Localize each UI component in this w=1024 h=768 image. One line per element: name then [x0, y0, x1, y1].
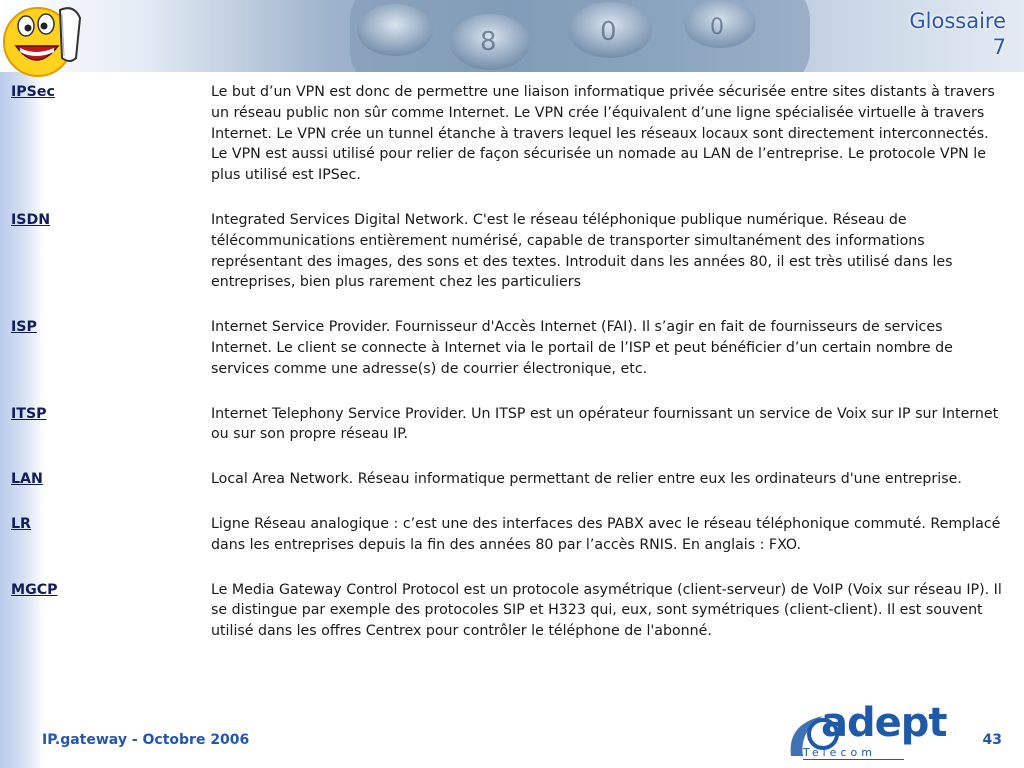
svg-text:0: 0 — [600, 17, 617, 47]
company-logo — [785, 700, 947, 764]
title-line-1: Glossaire — [909, 9, 1006, 33]
header-banner — [0, 0, 1024, 72]
page-number: 43 — [982, 732, 1002, 748]
slide-title — [909, 8, 1006, 60]
title-line-2: 7 — [992, 35, 1006, 59]
glossary-definition: Local Area Network. Réseau informatique permettant de relier entre eux les ordinateurs d'une entreprise. — [211, 471, 962, 488]
glossary-term[interactable]: MGCP — [11, 581, 58, 598]
footer-caption: IP.gateway - Octobre 2006 — [42, 732, 250, 748]
glossary-entry-lan — [11, 469, 1005, 490]
logo-word: adept — [821, 700, 947, 746]
glossary-definition: Ligne Réseau analogique : c’est une des interfaces des PABX avec le réseau téléphonique commuté. Remplacé dans les entreprises depuis la fin des années 80 par l’accès RNIS. En anglais : FXO. — [211, 515, 1001, 553]
glossary-entry-isdn — [11, 210, 1005, 293]
glossary-definition: Internet Service Provider. Fournisseur d'Accès Internet (FAI). Il s’agir en fait de fournisseurs de services Internet. Le client se connecte à Internet via le portail de l’ISP et peut bénéficier d’un certain nombre de services comme une adresse(s) de courrier électronique, etc. — [211, 319, 953, 377]
glossary-term[interactable]: ISDN — [11, 211, 51, 228]
smiley-phone-icon — [0, 0, 86, 90]
svg-text:0: 0 — [710, 15, 724, 40]
phone-keypad-photo — [200, 0, 940, 72]
glossary-definition: Integrated Services Digital Network. C'est le réseau téléphonique publique numérique. Réseau de télécommunications entièrement numérisé, capable de transporter simultanément des informations représentant des images, des sons et des textes. Introduit dans les années 80, il est très utilisé dans les entreprises, bien plus rarement chez les particuliers — [211, 211, 953, 291]
glossary-term[interactable]: ISP — [11, 319, 37, 336]
glossary-entry-mgcp — [11, 580, 1005, 642]
glossary-definition: Internet Telephony Service Provider. Un ITSP est un opérateur fournissant un service de Voix sur IP sur Internet ou sur son propre réseau IP. — [211, 405, 999, 443]
glossary-term[interactable]: ITSP — [11, 405, 47, 422]
svg-text:8: 8 — [480, 27, 497, 57]
glossary-entry-itsp — [11, 404, 1005, 446]
glossary-list — [11, 82, 1005, 666]
glossary-definition: Le but d’un VPN est donc de permettre une liaison informatique privée sécurisée entre sites distants à travers un réseau public non sûr comme Internet. Le VPN crée l’équivalent d’une ligne spécialisée virtuelle à travers Internet. Le VPN crée un tunnel étanche à travers lequel les réseaux locaux sont directement interconnectés. Le VPN est aussi utilisé pour relier de façon sécurisée un nomade au LAN de l’entreprise. Le protocole VPN le plus utilisé est IPSec. — [211, 84, 995, 184]
logo-subtitle: Telecom — [803, 746, 904, 760]
glossary-entry-ipsec — [11, 82, 1005, 186]
glossary-definition: Le Media Gateway Control Protocol est un protocole asymétrique (client-serveur) de VoIP (Voix sur réseau IP). Il se distingue par exemple des protocoles SIP et H323 qui, eux, sont symétriques (client-client). Il est souvent utilisé dans les offres Centrex pour contrôler le téléphone de l'abonné. — [211, 581, 1002, 640]
glossary-entry-isp — [11, 317, 1005, 379]
glossary-term[interactable]: IPSec — [11, 84, 55, 100]
glossary-term[interactable]: LAN — [11, 471, 43, 488]
glossary-entry-lr — [11, 514, 1005, 556]
glossary-term[interactable]: LR — [11, 515, 31, 532]
